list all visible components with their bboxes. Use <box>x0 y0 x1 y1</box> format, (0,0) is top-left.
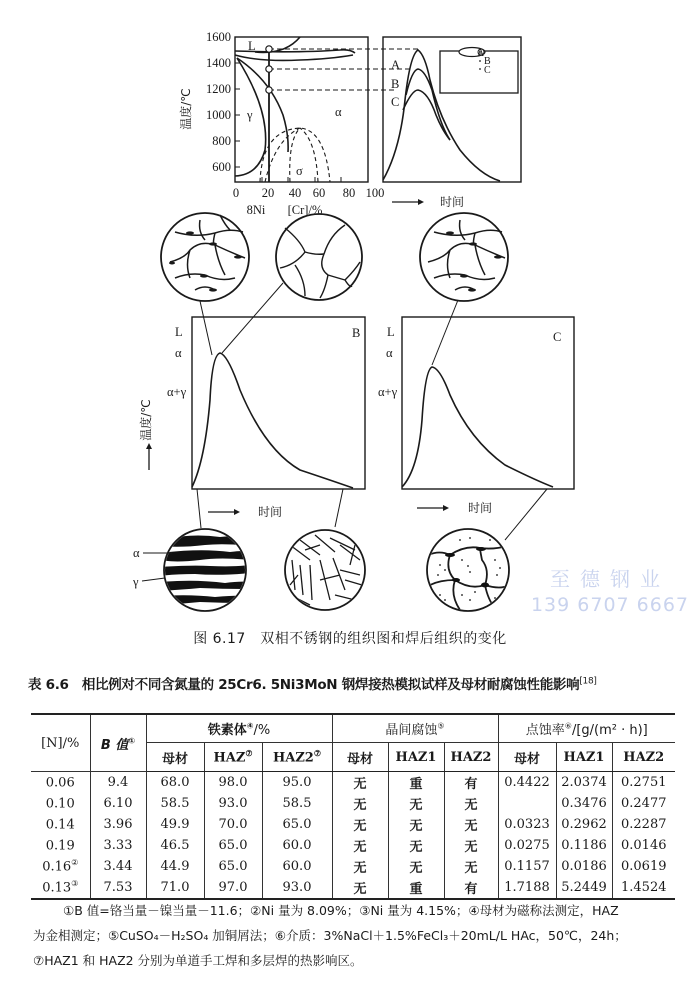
y-tick: 1400 <box>206 56 231 70</box>
micro-label-gamma: γ <box>133 575 139 589</box>
table-title-ref: [18] <box>579 676 597 687</box>
table-title <box>28 673 597 693</box>
subheader-pit-haz2: HAZ2 <box>612 743 675 772</box>
watermark <box>520 563 700 616</box>
phase-label-liquid: L <box>248 39 256 53</box>
watermark-line-1: 至德钢业 <box>550 567 670 591</box>
footnote-line: 为金相测定；⑤CuSO₄－H₂SO₄ 加铜屑法；⑥介质：3%NaCl＋1.5%FeCl₃＋20mL/L HAc，50℃，24h； <box>33 928 627 943</box>
panel-b <box>142 213 365 611</box>
subheader-pit-haz1: HAZ1 <box>556 743 612 772</box>
x-axis-label: [Cr]/% <box>287 203 323 217</box>
inset-label-b: B <box>484 56 491 67</box>
panel-b-y-axis-label: 温度/℃ <box>139 399 153 441</box>
subheader-igc-haz2: HAZ2 <box>444 743 498 772</box>
phase-label-gamma: γ <box>247 108 253 122</box>
table-row: 0.06 9.4 68.0 98.0 95.0 无 重 有 0.4422 2.0374 0.2751 <box>31 772 675 794</box>
header-b: B 值① <box>90 714 146 772</box>
table-row: 0.19 3.33 46.5 65.0 60.0 无 无 无 0.0275 0.1186 0.0146 <box>31 835 675 856</box>
x-tick: 20 <box>261 186 275 200</box>
header-n: [N]/% <box>31 714 90 772</box>
watermark-line-2: 139 6707 6667 <box>530 594 690 616</box>
panel-c <box>402 213 574 611</box>
panel-c-phase-alpha-gamma: α+γ <box>378 385 398 399</box>
y-tick: 1600 <box>206 30 231 44</box>
table-row: 0.16② 3.44 44.9 65.0 60.0 无 无 无 0.1157 0.0186 0.0619 <box>31 856 675 877</box>
panel-b-corner-label: B <box>352 326 361 340</box>
x-tick: 80 <box>342 186 356 200</box>
x-tick: 100 <box>365 186 385 200</box>
subheader-igc-haz1: HAZ1 <box>388 743 444 772</box>
panel-c-phase-l: L <box>387 325 395 339</box>
corrosion-table <box>31 713 675 900</box>
micro-label-alpha: α <box>133 546 140 560</box>
time-label: 时间 <box>440 195 465 209</box>
panel-b-phase-alpha: α <box>175 346 182 360</box>
inset-label-c: C <box>484 65 491 76</box>
table-footnotes <box>33 898 673 973</box>
table-row: 0.10 6.10 58.5 93.0 58.5 无 无 无 0.3476 0.2477 <box>31 793 675 814</box>
subheader-ferrite-haz: HAZ⑦ <box>204 743 262 772</box>
subheader-igc-base: 母材 <box>332 743 388 772</box>
table-title-text: 表 6.6 相比例对不同含氮量的 25Cr6. 5Ni3MoN 钢焊接热模拟试样及母材耐腐蚀性能影响 <box>28 677 580 693</box>
x-sublabel-8ni: 8Ni <box>246 203 266 217</box>
phase-label-alpha: α <box>335 105 342 119</box>
x-tick: 60 <box>312 186 326 200</box>
y-tick: 1200 <box>206 82 231 96</box>
curve-label-c: C <box>391 95 400 109</box>
footnote-line: ①B 值=铬当量－镍当量－11.6；②Ni 量为 8.09%；③Ni 量为 4.15%；④母材为磁称法测定，HAZ <box>63 903 619 918</box>
thermal-cycle-panel <box>383 37 521 205</box>
panel-c-time-label: 时间 <box>468 501 493 515</box>
y-tick: 600 <box>212 160 231 174</box>
x-tick: 40 <box>288 186 302 200</box>
subheader-ferrite-haz2: HAZ2⑦ <box>262 743 332 772</box>
inset-label-a: A <box>477 48 485 59</box>
table-row: 0.13③ 7.53 71.0 97.0 93.0 无 重 有 1.7188 5.2449 1.4524 <box>31 877 675 899</box>
curve-label-b: B <box>391 77 400 91</box>
subheader-pit-base: 母材 <box>498 743 556 772</box>
x-tick: 0 <box>232 186 240 200</box>
panel-c-corner-label: C <box>553 330 562 344</box>
subheader-ferrite-base: 母材 <box>146 743 204 772</box>
figure-caption: 图 6.17 双相不锈钢的组织图和焊后组织的变化 <box>193 631 507 647</box>
footnote-line: ⑦HAZ1 和 HAZ2 分别为单道手工焊和多层焊的热影响区。 <box>33 953 363 968</box>
header-igc: 晶间腐蚀⑤ <box>332 714 498 743</box>
y-tick: 800 <box>212 134 231 148</box>
panel-b-time-label: 时间 <box>258 505 283 519</box>
header-pitting: 点蚀率⑥/[g/(m² · h)] <box>498 714 675 743</box>
panel-c-phase-alpha: α <box>386 346 393 360</box>
table-row: 0.14 3.96 49.9 70.0 65.0 无 无 无 0.0323 0.2962 0.2287 <box>31 814 675 835</box>
phase-label-sigma: σ <box>296 164 303 178</box>
y-axis-label: 温度/℃ <box>179 88 193 130</box>
panel-b-phase-l: L <box>175 325 183 339</box>
header-ferrite: 铁素体④/% <box>146 714 332 743</box>
panel-b-phase-alpha-gamma: α+γ <box>167 385 187 399</box>
y-tick: 1000 <box>206 108 231 122</box>
curve-label-a: A <box>391 58 401 72</box>
